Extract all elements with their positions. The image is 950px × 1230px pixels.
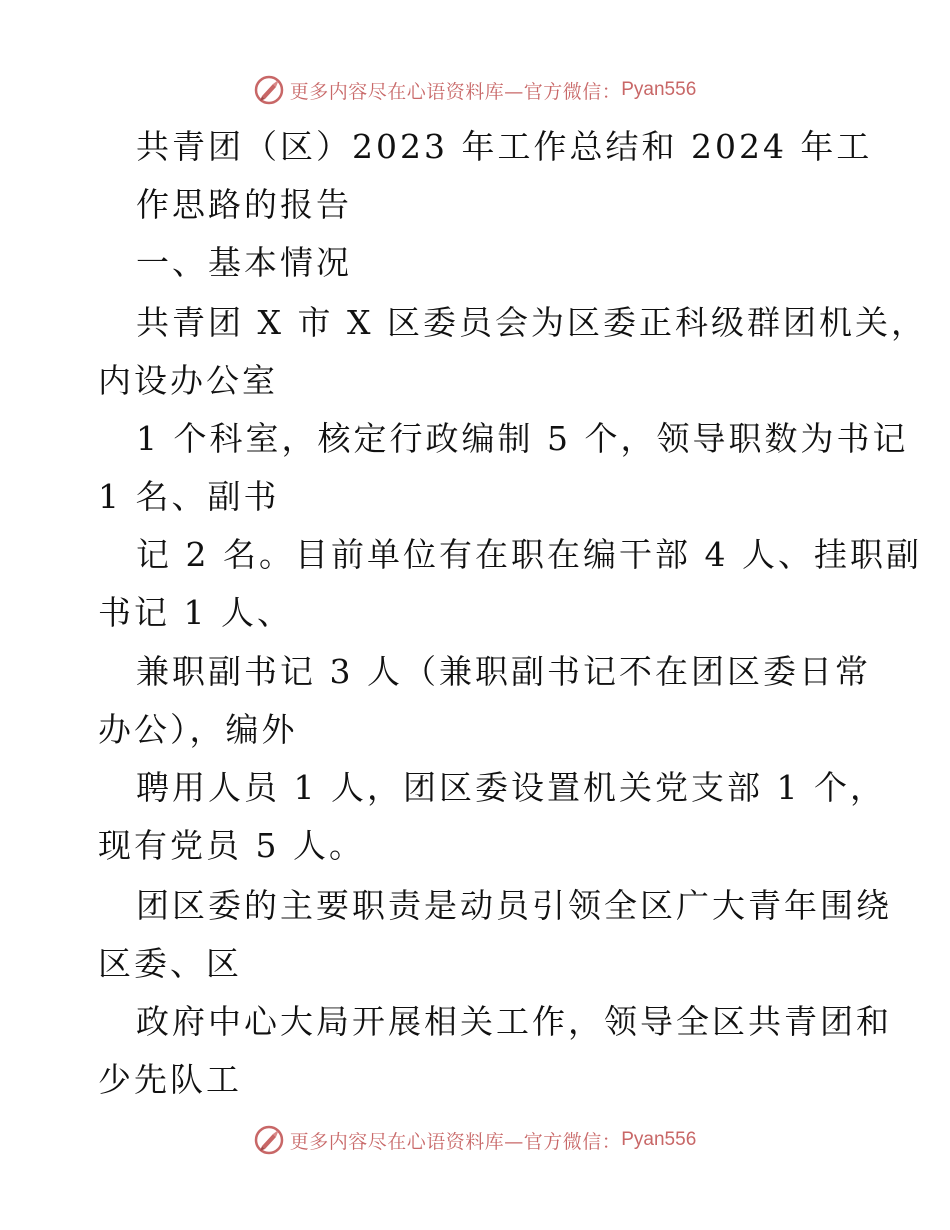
document-title-line-2: 作思路的报告 (136, 185, 352, 224)
paragraph-line: 少先队工 (98, 1060, 242, 1099)
paragraph-line: 共青团 X 市 X 区委员会为区委正科级群团机关， (136, 303, 927, 342)
paragraph-line: 记 2 名。目前单位有在职在编干部 4 人、挂职副 (136, 535, 922, 574)
watermark-text: 更多内容尽在心语资料库—官方微信： (289, 1130, 622, 1153)
paragraph-line: 1 名、副书 (98, 477, 280, 516)
watermark-footer (0, 1120, 950, 1160)
section-heading: 一、基本情况 (136, 243, 352, 282)
paragraph-line: 办公），编外 (98, 710, 298, 749)
paragraph-line: 现有党员 5 人。 (98, 826, 365, 865)
document-title-line-1: 共青团（区）2023 年工作总结和 2024 年工 (136, 127, 873, 166)
watermark-account: Pyan556 (621, 1129, 697, 1150)
watermark-text: 更多内容尽在心语资料库—官方微信： (289, 80, 622, 103)
paragraph-line: 书记 1 人、 (98, 593, 293, 632)
watermark-account: Pyan556 (621, 79, 697, 100)
paragraph-line: 兼职副书记 3 人（兼职副书记不在团区委日常 (136, 652, 871, 691)
paragraph-line: 聘用人员 1 人，团区委设置机关党支部 1 个， (136, 768, 886, 807)
paragraph-line: 1 个科室，核定行政编制 5 个，领导职数为书记 (136, 419, 909, 458)
paragraph-line: 政府中心大局开展相关工作，领导全区共青团和 (136, 1002, 892, 1041)
paragraph-line: 内设办公室 (98, 361, 278, 400)
pen-logo-icon (254, 1125, 284, 1155)
paragraph-line: 团区委的主要职责是动员引领全区广大青年围绕 (136, 886, 892, 925)
paragraph-line: 区委、区 (98, 944, 242, 983)
